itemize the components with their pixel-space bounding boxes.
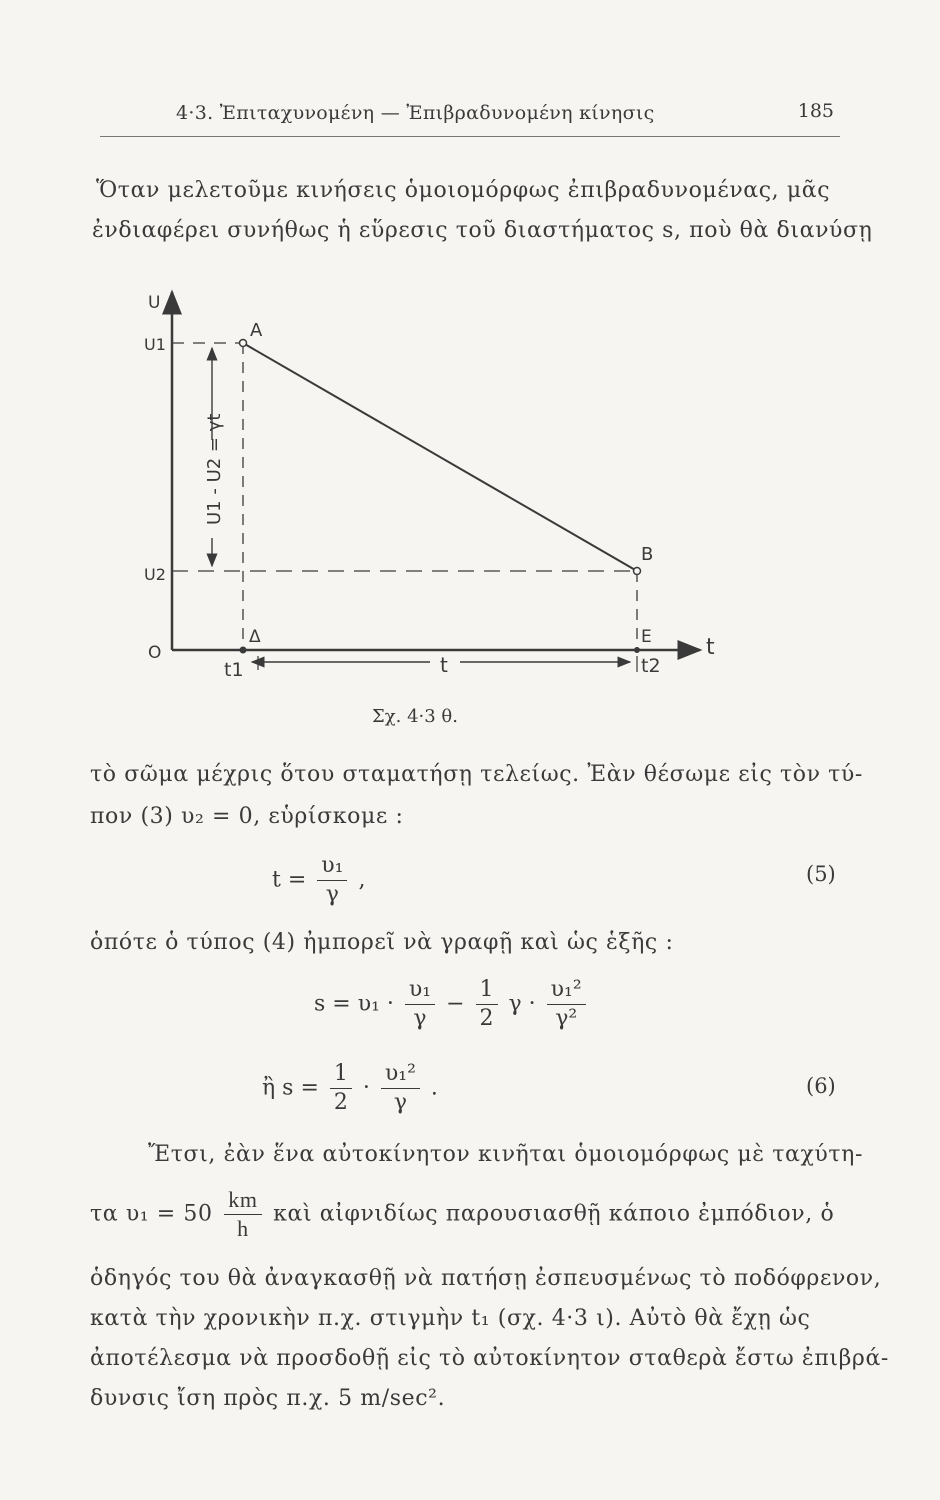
point-e-label: E (641, 627, 652, 647)
eq-s-f3-numerator: υ₁² (547, 976, 586, 1005)
para4-line-3: ὁδηγός του θὰ ἀναγκασθῇ νὰ πατήσῃ ἐσπευσμένως τὸ ποδόφρενον, (90, 1266, 882, 1291)
eq-s-minus: − (446, 991, 465, 1017)
eq-s-mid: γ · (508, 991, 536, 1017)
para4-line-4: κατὰ τὴν χρονικὴν π.χ. στιγμὴν t₁ (σχ. 4·3 ι). Αὐτὸ θὰ ἔχῃ ὡς (90, 1306, 811, 1331)
figure-caption: Σχ. 4·3 θ. (372, 706, 458, 727)
eq-s-f1-denominator: γ (413, 1006, 427, 1031)
eq6-f2-denominator: γ (393, 1090, 407, 1115)
y-axis-label: U (148, 293, 161, 313)
eq6-f2-numerator: υ₁² (381, 1060, 420, 1089)
figure-svg (100, 280, 760, 700)
para2-line-2: πον (3) υ₂ = 0, εὑρίσκομε : (90, 804, 404, 829)
eq-s-fraction-2 (476, 976, 498, 1033)
eq6-fraction-2 (381, 1060, 420, 1117)
point-delta-marker (240, 647, 247, 654)
page-number: 185 (797, 100, 834, 122)
eq6-tail: . (430, 1075, 438, 1101)
point-e-marker (634, 647, 640, 653)
equation-6-number: (6) (806, 1074, 836, 1098)
t1-label: t1 (224, 659, 244, 681)
eq5-numerator: υ₁ (317, 852, 347, 881)
running-header (100, 96, 840, 137)
eq5-denominator: γ (325, 882, 339, 907)
point-delta-label: Δ (249, 627, 261, 647)
t-span-label: t (440, 653, 448, 677)
para4-line-2-pre: τα υ₁ = 50 (90, 1201, 213, 1227)
eq6-lhs: ἢ s = (262, 1075, 319, 1101)
eq6-f1-denominator: 2 (333, 1090, 348, 1115)
speed-unit-fraction (224, 1186, 261, 1243)
eq-s-f1-numerator: υ₁ (405, 976, 435, 1005)
para4-line-1: Ἔτσι, ἐὰν ἕνα αὐτοκίνητον κινῆται ὁμοιομόρφως μὲ ταχύτη- (148, 1142, 863, 1167)
eq-s-f3-denominator: γ² (555, 1006, 578, 1031)
velocity-time-figure (100, 280, 760, 704)
point-a-label: A (250, 320, 263, 341)
speed-unit-numerator: km (224, 1186, 261, 1215)
eq5-fraction (317, 852, 347, 909)
eq-s-f2-denominator: 2 (479, 1006, 494, 1031)
point-b-label: B (641, 544, 654, 565)
equation-5-number: (5) (806, 862, 836, 886)
equation-6 (262, 1060, 438, 1117)
v1-label: U1 (144, 335, 166, 354)
intro-line-1: Ὅταν μελετοῦμε κινήσεις ὁμοιομόρφως ἐπιβραδυνομένας, μᾶς (96, 178, 831, 203)
eq6-fraction-1 (330, 1060, 352, 1117)
v2-label: U2 (144, 565, 166, 584)
intro-line-2: ἐνδιαφέρει συνήθως ἡ εὕρεσις τοῦ διαστήματος s, ποὺ θὰ διανύσῃ (92, 218, 873, 243)
eq-s-lhs: s = υ₁ · (314, 991, 394, 1017)
eq-s-fraction-1 (405, 976, 435, 1033)
eq6-f1-numerator: 1 (330, 1060, 352, 1089)
equation-s (314, 976, 590, 1033)
para3-line-1: ὁπότε ὁ τύπος (4) ἠμπορεῖ νὰ γραφῇ καὶ ὡς ἑξῆς : (90, 930, 674, 955)
eq5-tail: , (358, 867, 366, 893)
eq-s-fraction-3 (547, 976, 586, 1033)
equation-5 (272, 852, 365, 909)
eq-s-f2-numerator: 1 (476, 976, 498, 1005)
t2-label: t2 (641, 655, 661, 677)
para2-line-1: τὸ σῶμα μέχρις ὅτου σταματήσῃ τελείως. Ἐὰν θέσωμε εἰς τὸν τύ- (90, 762, 863, 787)
origin-label: O (148, 643, 162, 663)
para4-line-2 (90, 1186, 834, 1243)
speed-unit-denominator: h (237, 1216, 249, 1241)
header-title: 4·3. Ἐπιταχυνομένη — Ἐπιβραδυνομένη κίνησις (176, 102, 655, 124)
point-b-marker (634, 568, 641, 575)
eq5-lhs: t = (272, 867, 307, 893)
eq6-dot: · (362, 1075, 370, 1101)
para4-line-2-post: καὶ αἰφνιδίως παρουσιασθῇ κάποιο ἐμπόδιον, ὁ (273, 1201, 835, 1227)
t-axis-label: t (706, 635, 715, 660)
diff-label: U1 - U2 = γt (204, 413, 225, 525)
velocity-line-ab (243, 343, 637, 571)
para4-line-5: ἀποτέλεσμα νὰ προσδοθῇ εἰς τὸ αὐτοκίνητον σταθερὰ ἔστω ἐπιβρά- (90, 1346, 889, 1371)
point-a-marker (240, 340, 247, 347)
para4-line-6: δυνσις ἴση πρὸς π.χ. 5 m/sec². (90, 1386, 446, 1411)
